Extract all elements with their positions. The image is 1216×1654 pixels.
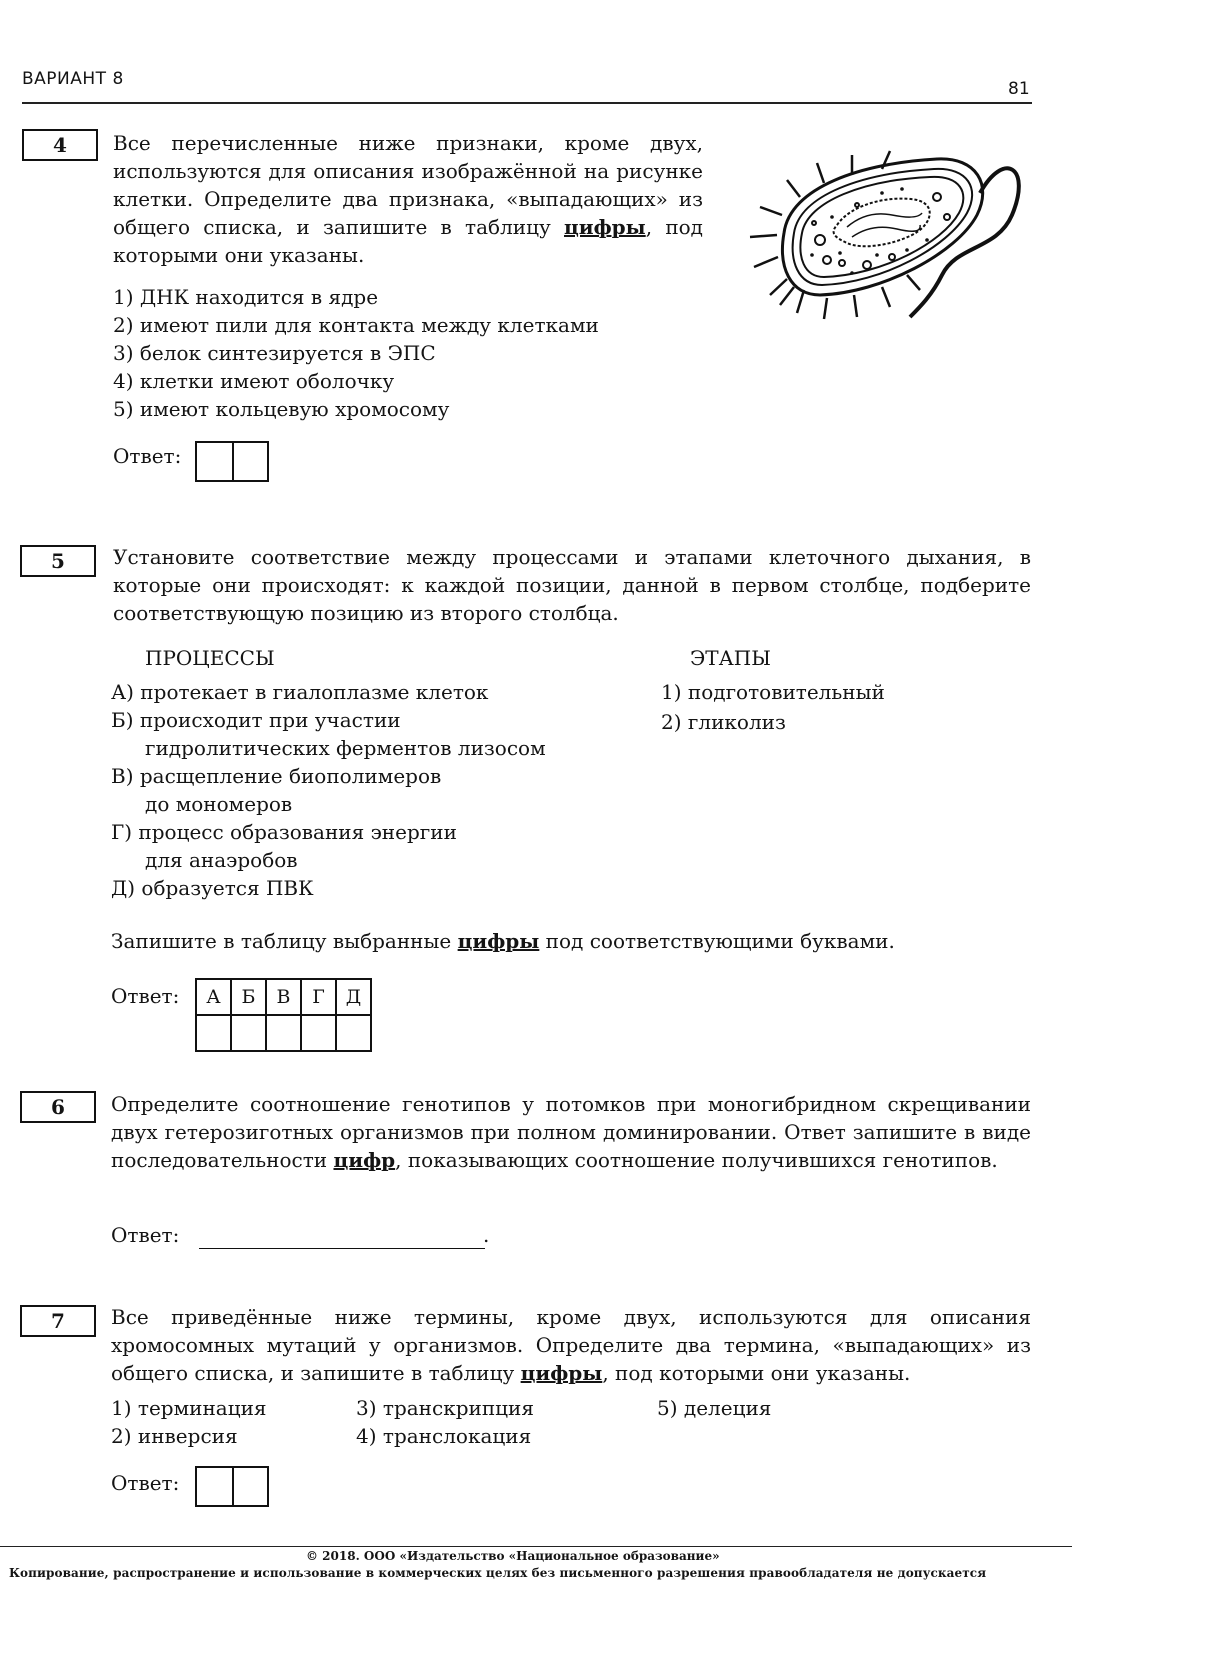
variant-title: ВАРИАНТ 8	[22, 69, 124, 89]
process-item: Б) происходит при участии	[111, 708, 401, 732]
answer-cell[interactable]	[232, 443, 267, 480]
question-4-answer-label: Ответ:	[113, 444, 182, 468]
question-4-option: 2) имеют пили для контакта между клетками	[113, 313, 599, 337]
question-7-option: 1) терминация	[111, 1396, 267, 1420]
process-item: Д) образуется ПВК	[111, 876, 314, 900]
question-7-option: 4) транслокация	[356, 1424, 532, 1448]
question-6-answer-end: .	[483, 1223, 490, 1247]
question-4-answer-box[interactable]	[195, 441, 269, 482]
answer-cell[interactable]	[232, 1468, 267, 1505]
question-7-text: Все приведённые ниже термины, кроме двух, используются для описания хромосомных мутаций у организмов. Определите два термина, «выпадающих» из общего списка, и запишите в таблицу цифры, под которыми они указаны.	[111, 1305, 1031, 1385]
footer-notice: Копирование, распространение и использование в коммерческих целях без письменного разрешения правообладателя не допускается	[9, 1566, 987, 1580]
answer-cell[interactable]	[266, 1015, 301, 1051]
answer-table-header: Б	[231, 979, 266, 1015]
question-6-number: 6	[20, 1091, 96, 1123]
question-4-option: 4) клетки имеют оболочку	[113, 369, 395, 393]
question-5-text: Установите соответствие между процессами и этапами клеточного дыхания, в которые они происходят: к каждой позиции, данной в первом столбце, подберите соответствующую позицию из второго столбца.	[113, 545, 1031, 625]
question-4-option: 5) имеют кольцевую хромосому	[113, 397, 450, 421]
answer-table-header: Д	[336, 979, 371, 1015]
question-5-answer-label: Ответ:	[111, 984, 180, 1008]
answer-table-header: Г	[301, 979, 336, 1015]
question-5-emphasis: цифры	[457, 929, 540, 953]
question-5-instruction: Запишите в таблицу выбранные цифры под соответствующими буквами.	[111, 929, 895, 953]
bacterial-cell-illustration	[742, 145, 1027, 325]
process-item-continued: для анаэробов	[145, 848, 298, 872]
question-5-number: 5	[20, 545, 96, 577]
stages-heading: ЭТАПЫ	[690, 646, 771, 670]
question-7-emphasis: цифры	[520, 1361, 603, 1385]
header-divider	[22, 102, 1032, 104]
process-item: А) протекает в гиалоплазме клеток	[111, 680, 489, 704]
question-7-option: 2) инверсия	[111, 1424, 238, 1448]
question-4-number: 4	[22, 129, 98, 161]
stage-item: 1) подготовительный	[661, 680, 885, 704]
question-7-answer-box[interactable]	[195, 1466, 269, 1507]
stage-item: 2) гликолиз	[661, 710, 786, 734]
answer-cell[interactable]	[231, 1015, 266, 1051]
page-number: 81	[1008, 79, 1030, 99]
answer-cell[interactable]	[336, 1015, 371, 1051]
question-4-option: 3) белок синтезируется в ЭПС	[113, 341, 436, 365]
process-item: В) расщепление биополимеров	[111, 764, 442, 788]
question-6-answer-label: Ответ:	[111, 1223, 180, 1247]
answer-table-header: В	[266, 979, 301, 1015]
footer-copyright: © 2018. ООО «Издательство «Национальное образование»	[306, 1549, 720, 1563]
question-6-text: Определите соотношение генотипов у потомков при моногибридном скрещивании двух гетерозиготных организмов при полном доминировании. Ответ запишите в виде последовательности цифр, показывающих соотношение получившихся генотипов.	[111, 1092, 1031, 1172]
question-7-option: 3) транскрипция	[356, 1396, 534, 1420]
question-4-emphasis: цифры	[564, 215, 646, 239]
footer-divider	[0, 1546, 1072, 1547]
question-6-emphasis: цифр	[333, 1148, 396, 1172]
question-4-text: Все перечисленные ниже признаки, кроме двух, используются для описания изображённой на рисунке клетки. Определите два признака, «выпадающих» из общего списка, и запишите в таблицу цифры, под которыми они указаны.	[113, 131, 704, 267]
question-7-option: 5) делеция	[657, 1396, 772, 1420]
answer-cell[interactable]	[196, 1015, 231, 1051]
answer-cell[interactable]	[197, 443, 232, 480]
answer-table-header: А	[196, 979, 231, 1015]
process-item: Г) процесс образования энергии	[111, 820, 457, 844]
answer-cell[interactable]	[197, 1468, 232, 1505]
question-7-number: 7	[20, 1305, 96, 1337]
process-item-continued: гидролитических ферментов лизосом	[145, 736, 546, 760]
processes-heading: ПРОЦЕССЫ	[145, 646, 275, 670]
question-6-answer-line[interactable]	[199, 1248, 485, 1249]
question-5-answer-table[interactable]	[195, 978, 372, 1052]
answer-cell[interactable]	[301, 1015, 336, 1051]
question-4-option: 1) ДНК находится в ядре	[113, 285, 379, 309]
process-item-continued: до мономеров	[145, 792, 293, 816]
question-7-answer-label: Ответ:	[111, 1471, 180, 1495]
